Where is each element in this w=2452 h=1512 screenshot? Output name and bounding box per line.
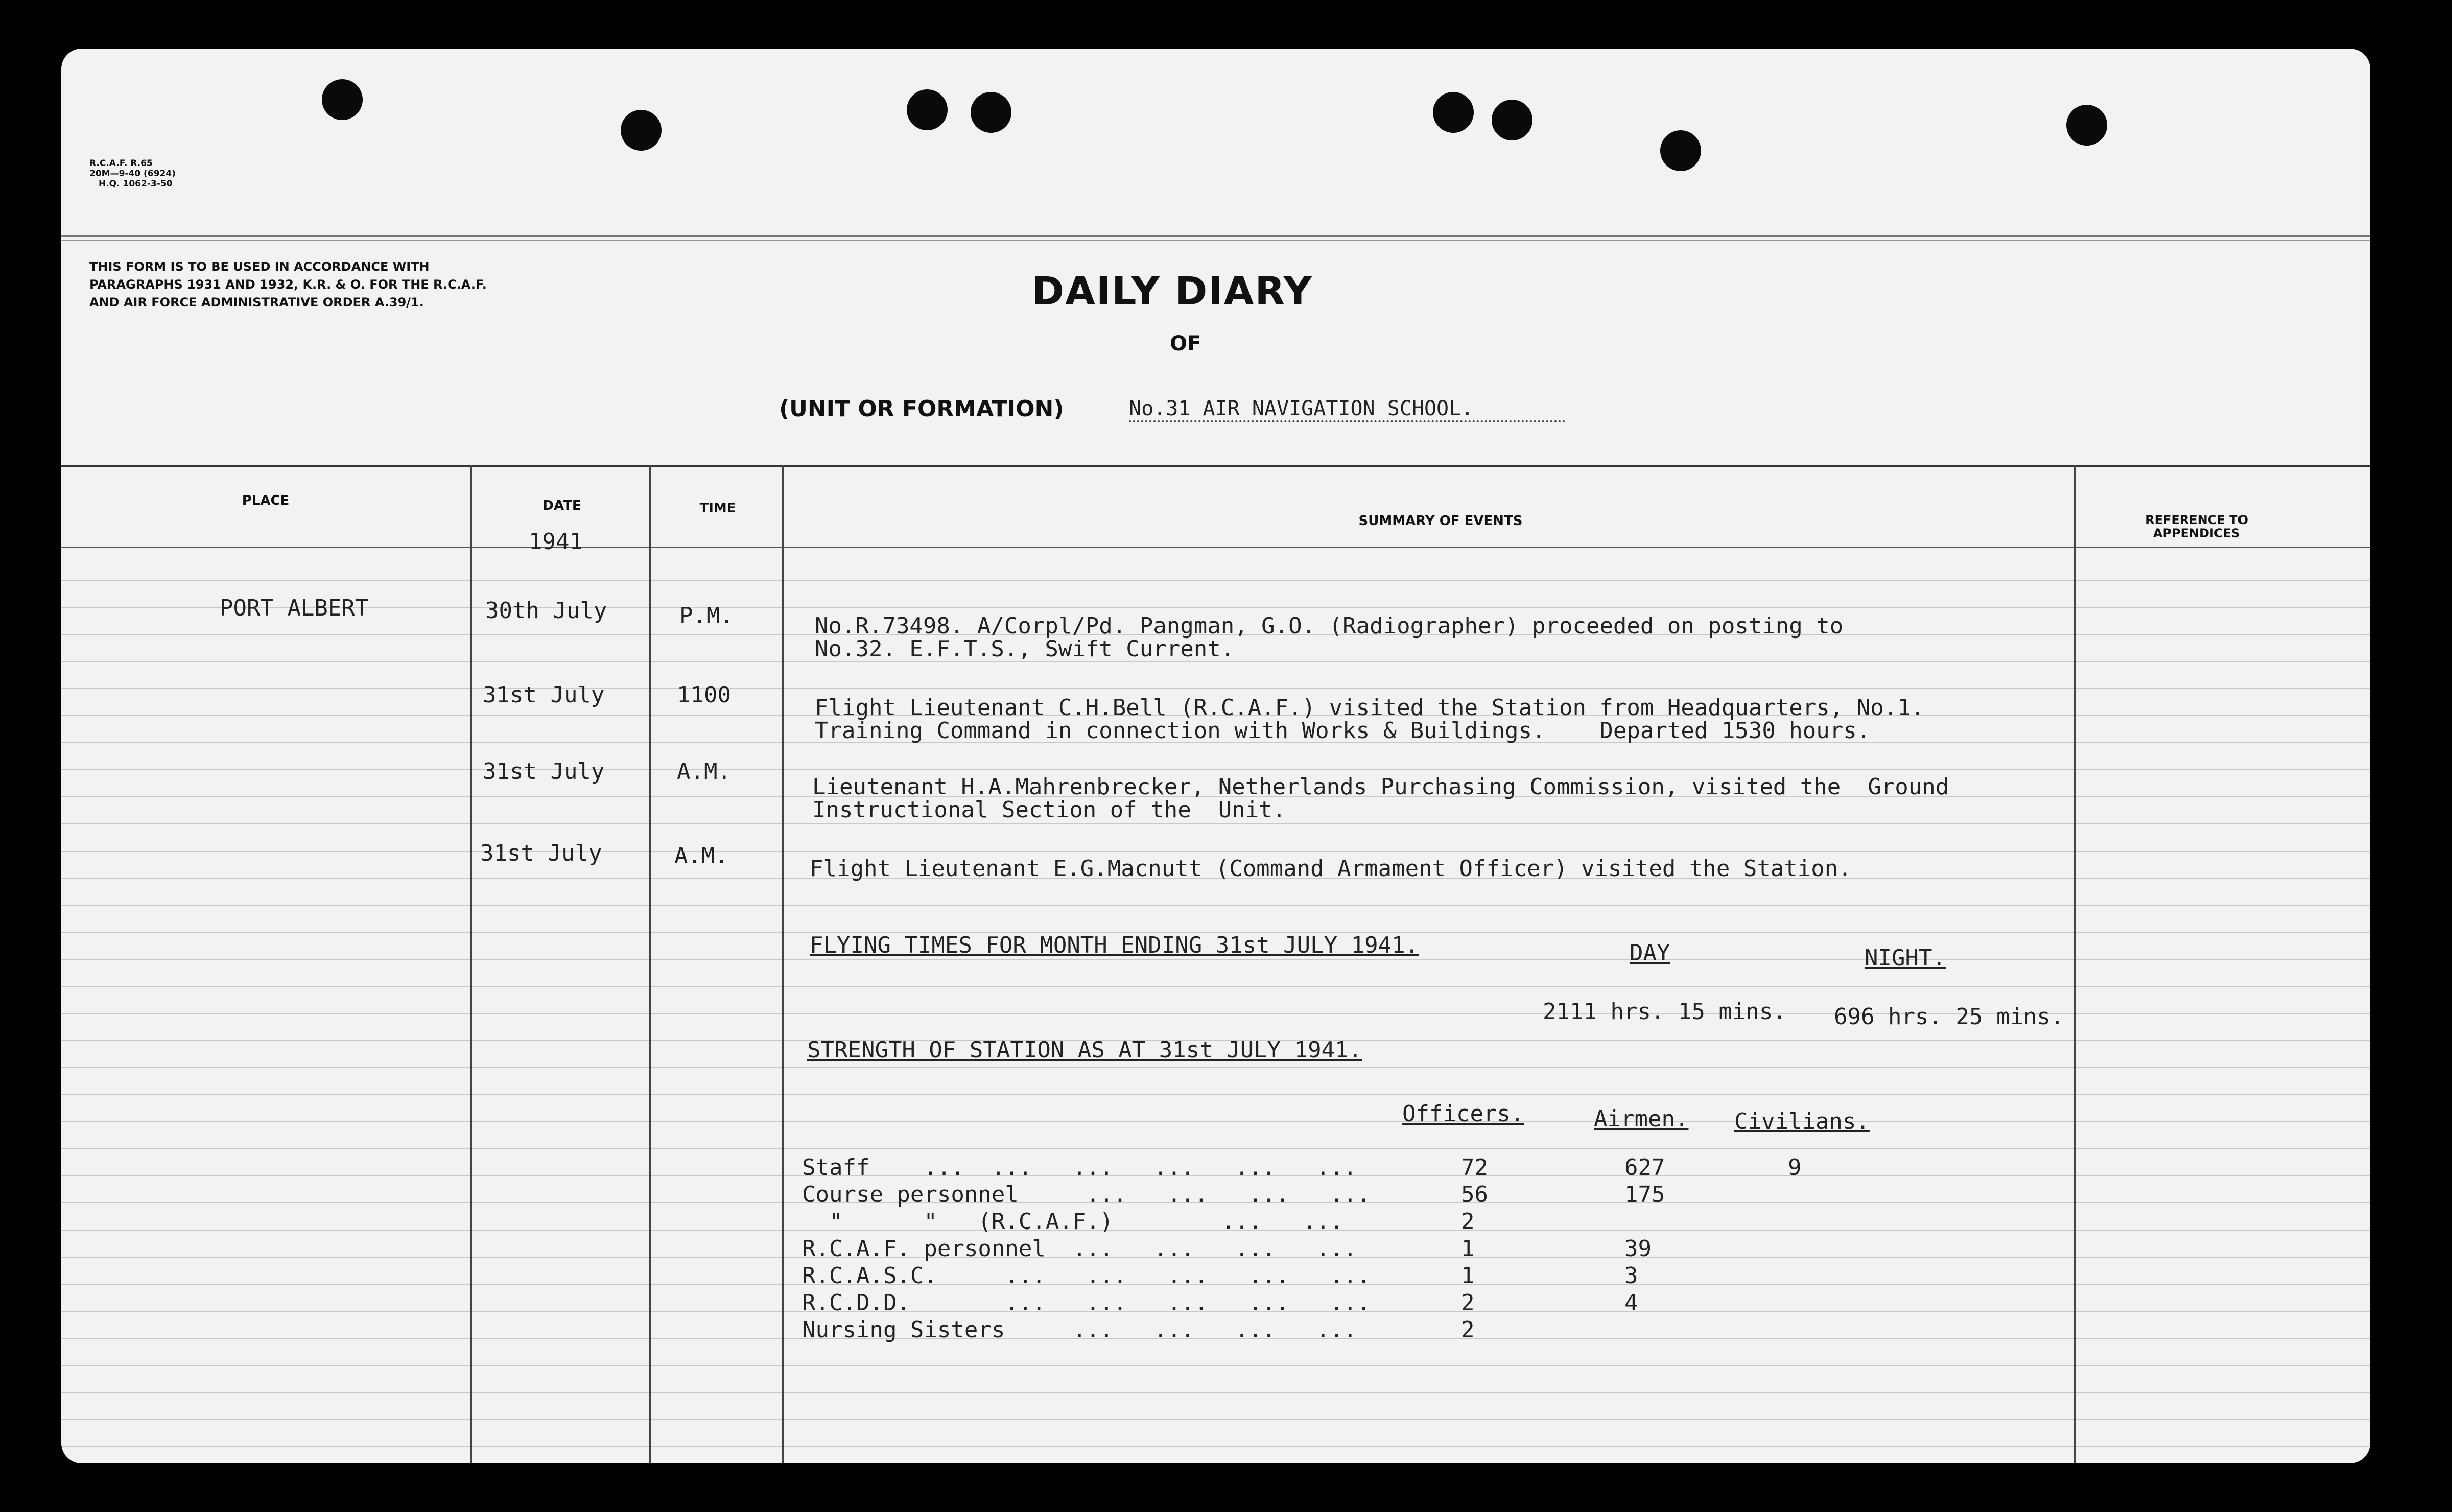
- strength-row-officers: 1: [1461, 1236, 1475, 1262]
- punch-hole: [971, 92, 1011, 133]
- strength-row-officers: 56: [1461, 1182, 1488, 1208]
- punch-hole: [2066, 105, 2107, 146]
- punch-hole: [1433, 92, 1474, 133]
- entry-line: Lieutenant H.A.Mahrenbrecker, Netherlands Purchasing Commission, visited the Ground: [812, 774, 1949, 800]
- ruled-line: [61, 1148, 2370, 1149]
- strength-col-civilians: Civilians.: [1734, 1108, 1870, 1135]
- strength-row-airmen: 39: [1624, 1236, 1652, 1262]
- column-rule: [782, 465, 784, 1463]
- entry-line: Flight Lieutenant C.H.Bell (R.C.A.F.) visited the Station from Headquarters, No.1.: [815, 695, 1925, 721]
- ruled-line: [61, 688, 2370, 689]
- entry-line: Instructional Section of the Unit.: [812, 797, 1286, 823]
- strength-row-officers: 72: [1461, 1154, 1488, 1180]
- strength-row-officers: 2: [1461, 1209, 1475, 1235]
- ruled-line: [61, 1365, 2370, 1366]
- entry-line: Flight Lieutenant E.G.Macnutt (Command Armament Officer) visited the Station.: [810, 856, 1852, 882]
- column-header-reference: REFERENCE TO APPENDICES: [2145, 513, 2248, 540]
- flying-night-value: 696 hrs. 25 mins.: [1834, 1004, 2064, 1030]
- entry-date: 31st July: [483, 682, 605, 708]
- entry-date: 30th July: [485, 598, 607, 624]
- ruled-line: [61, 1067, 2370, 1068]
- entry-date: 31st July: [480, 840, 602, 866]
- punch-hole: [621, 110, 662, 151]
- ruled-line: [61, 769, 2370, 770]
- top-divider: [61, 240, 2370, 241]
- place: PORT ALBERT: [220, 595, 369, 621]
- column-header-place: PLACE: [242, 493, 290, 508]
- strength-row-officers: 1: [1461, 1263, 1475, 1289]
- form-ref-line: 20M—9-40 (6924): [89, 169, 176, 179]
- flying-night-label: NIGHT.: [1865, 945, 1946, 971]
- punch-hole: [1492, 100, 1532, 140]
- unit-value: No.31 AIR NAVIGATION SCHOOL.: [1129, 397, 1565, 422]
- punch-hole: [322, 79, 363, 120]
- column-header-time: TIME: [699, 501, 736, 516]
- diary-sheet: [61, 49, 2370, 1463]
- form-ref-line: H.Q. 1062-3-50: [99, 179, 173, 189]
- ruled-line: [61, 1419, 2370, 1420]
- header-top-rule: [61, 465, 2370, 467]
- flying-day-value: 2111 hrs. 15 mins.: [1543, 999, 1786, 1025]
- ruled-line: [61, 1121, 2370, 1122]
- strength-row-officers: 2: [1461, 1317, 1475, 1343]
- column-header-summary: SUMMARY OF EVENTS: [1358, 513, 1523, 529]
- strength-heading: STRENGTH OF STATION AS AT 31st JULY 1941.: [807, 1037, 1362, 1063]
- strength-row-label: " " (R.C.A.F.) ... ...: [802, 1209, 1343, 1235]
- strength-row-airmen: 4: [1624, 1290, 1638, 1316]
- strength-row-officers: 2: [1461, 1290, 1475, 1316]
- strength-row-label: Staff ... ... ... ... ... ...: [802, 1154, 1357, 1180]
- punch-hole: [907, 89, 948, 130]
- entry-line: Training Command in connection with Works & Buildings. Departed 1530 hours.: [815, 718, 1871, 744]
- title-of: OF: [1170, 332, 1201, 356]
- entry-time: P.M.: [679, 603, 734, 629]
- column-rule: [649, 465, 651, 1463]
- strength-col-officers: Officers.: [1402, 1101, 1524, 1127]
- ruled-line: [61, 905, 2370, 906]
- ruled-line: [61, 1392, 2370, 1393]
- form-note: THIS FORM IS TO BE USED IN ACCORDANCE WITH PARAGRAPHS 1931 AND 1932, K.R. & O. FOR THE R.C.A.F. AND AIR FORCE ADMINISTRATIVE ORDER A.39/1.: [89, 259, 487, 310]
- ruled-line: [61, 850, 2370, 852]
- column-rule: [470, 465, 472, 1463]
- entry-time: 1100: [677, 682, 731, 708]
- column-rule: [2074, 465, 2076, 1463]
- unit-label: (UNIT OR FORMATION): [779, 396, 1064, 422]
- ruled-line: [61, 986, 2370, 987]
- flying-day-label: DAY: [1630, 940, 1670, 966]
- entry-date: 31st July: [483, 759, 605, 785]
- strength-row-label: R.C.D.D. ... ... ... ... ...: [802, 1290, 1371, 1316]
- strength-row-airmen: 3: [1624, 1263, 1638, 1289]
- form-ref-line: R.C.A.F. R.65: [89, 158, 153, 169]
- ruled-line: [61, 959, 2370, 960]
- header-bottom-rule: [61, 547, 2370, 548]
- entry-line: No.32. E.F.T.S., Swift Current.: [815, 636, 1235, 662]
- entry-time: A.M.: [674, 843, 728, 869]
- entry-line: No.R.73498. A/Corpl/Pd. Pangman, G.O. (Radiographer) proceeded on posting to: [815, 613, 1844, 639]
- ruled-line: [61, 580, 2370, 581]
- strength-col-airmen: Airmen.: [1594, 1106, 1689, 1132]
- strength-row-label: R.C.A.S.C. ... ... ... ... ...: [802, 1263, 1371, 1289]
- column-header-date: DATE: [543, 498, 581, 513]
- strength-row-airmen: 627: [1624, 1154, 1665, 1180]
- ruled-line: [61, 1094, 2370, 1095]
- year: 1941: [529, 529, 583, 555]
- page-title: DAILY DIARY: [1032, 268, 1313, 314]
- strength-row-civilians: 9: [1788, 1154, 1802, 1180]
- strength-row-label: Course personnel ... ... ... ...: [802, 1182, 1371, 1208]
- punch-hole: [1660, 130, 1701, 171]
- strength-row-airmen: 175: [1624, 1182, 1665, 1208]
- ruled-line: [61, 1446, 2370, 1447]
- flying-heading: FLYING TIMES FOR MONTH ENDING 31st JULY 1941.: [810, 932, 1419, 958]
- entry-time: A.M.: [677, 759, 731, 785]
- strength-row-label: Nursing Sisters ... ... ... ...: [802, 1317, 1357, 1343]
- form-reference: [89, 158, 176, 189]
- strength-row-label: R.C.A.F. personnel ... ... ... ...: [802, 1236, 1357, 1262]
- ruled-line: [61, 823, 2370, 824]
- top-divider: [61, 235, 2370, 237]
- ruled-line: [61, 607, 2370, 608]
